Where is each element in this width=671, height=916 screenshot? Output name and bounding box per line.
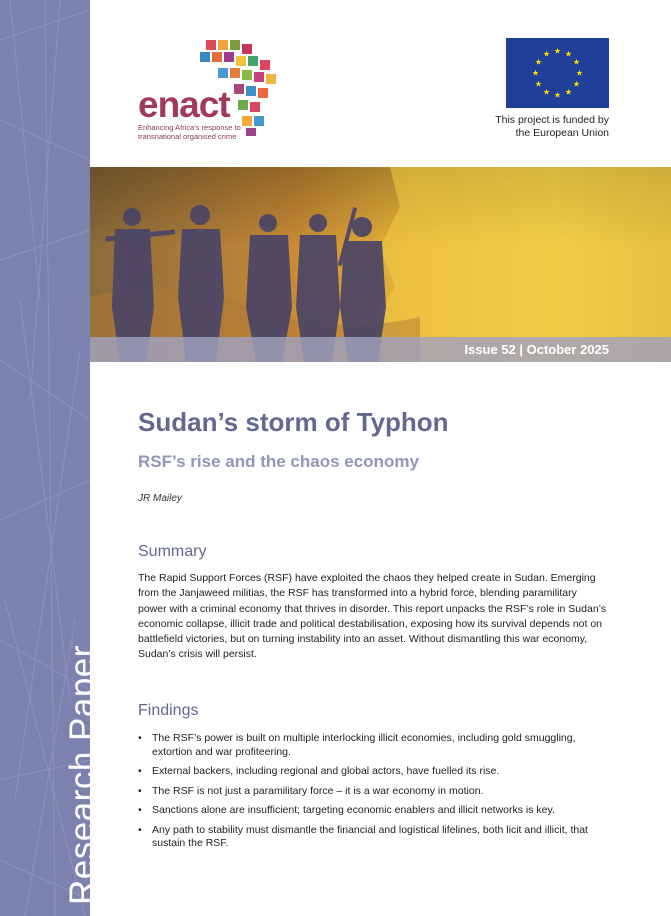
bullet-icon: • [138,784,142,797]
page-subtitle: RSF’s rise and the chaos economy [138,452,419,471]
soldiers-silhouette-image [90,167,671,362]
page-title: Sudan’s storm of Typhon [138,407,449,437]
list-item: • Sanctions alone are insufficient; targeting economic enablers and illicit networks is key. [138,804,555,816]
eu-star-icon [565,51,571,57]
eu-flag-icon [506,38,609,108]
issue-date: Issue 52 | October 2025 [464,342,609,357]
bullet-icon: • [138,732,142,744]
issue-bar [90,337,671,362]
findings-list [138,732,608,857]
list-item: • The RSF’s power is built on multiple interlocking illicit economies, including gold smuggling, extortion and war profiteering. [138,732,576,758]
sidebar-band [0,0,102,916]
list-item: • Any path to stability must dismantle the financial and logistical lifelines, both licit and illicit, that sustain the RSF. [138,823,588,849]
bullet-icon: • [138,823,142,836]
funding-notice: This project is funded by the European Union [495,114,609,139]
eu-star-icon [535,81,541,87]
list-item: • The RSF is not just a paramilitary force – it is a war economy in motion. [138,784,484,797]
eu-star-icon [565,89,571,95]
eu-star-icon [543,89,549,95]
eu-star-icon [574,81,580,87]
eu-star-icon [576,70,582,76]
summary-heading: Summary [138,543,207,560]
list-item: • External backers, including regional and global actors, have fuelled its rise. [138,765,500,777]
eu-star-icon [554,48,560,54]
eu-star-icon [543,51,549,57]
eu-star-icon [554,92,560,98]
eu-star-icon [574,59,580,65]
bullet-icon: • [138,765,142,777]
eu-star-icon [535,59,541,65]
eu-star-icon [532,70,538,76]
enact-wordmark: enact [138,84,230,125]
findings-heading: Findings [138,702,199,719]
bullet-icon: • [138,804,142,816]
enact-tagline: Enhancing Africa's response to transnational organised crime [138,123,241,141]
enact-logo [138,36,298,146]
document-type-label: Research Paper [63,645,102,905]
cover-banner [90,167,671,362]
author-name: JR Mailey [138,493,182,504]
summary-text: The Rapid Support Forces (RSF) have exploited the chaos they helped create in Sudan. Emerging from the Janjaweed militias, the RSF has transformed into a hybrid force, blending paramilitary power with a criminal economy that thrives in disorder. This report unpacks the RSF’s role in Sudan’s economic collapse, illicit trade and political destabilisation, exposing how its survival depends not on battlefield victories, but on turning instability into an asset. Without dismantling this war economy, Sudan’s crisis will persist. [138,572,607,661]
